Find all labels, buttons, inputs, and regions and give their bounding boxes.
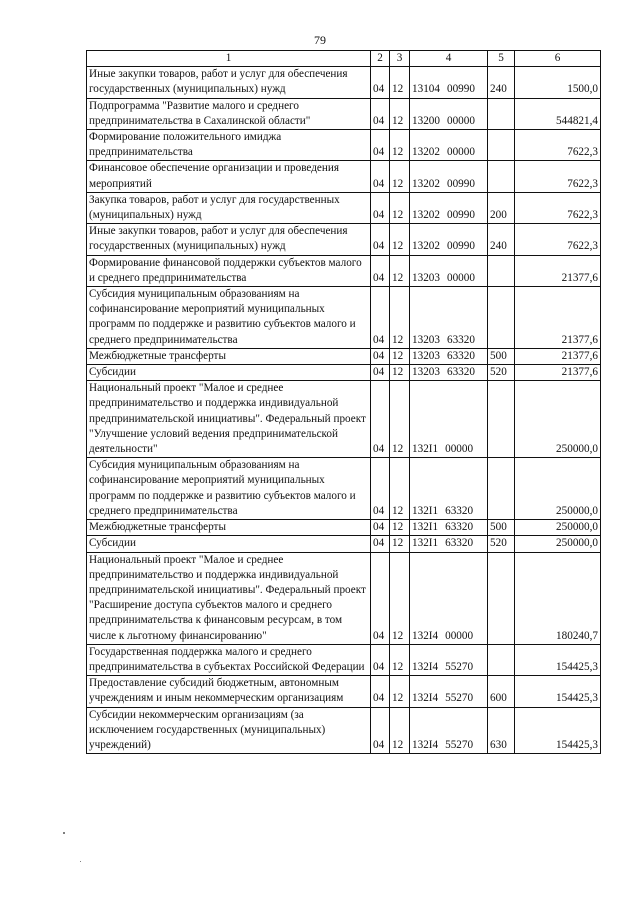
table-body: [87, 67, 601, 754]
row-amount: 21377,6: [515, 348, 601, 364]
row-code-4: [410, 130, 488, 161]
row-code-4a: 132I4: [412, 738, 439, 751]
table-row: [87, 67, 601, 98]
row-code-2: 04: [371, 520, 390, 536]
row-amount: 544821,4: [515, 98, 601, 129]
row-code-4a: 132I4: [412, 692, 439, 705]
table-row: [87, 192, 601, 223]
header-cell: 6: [515, 51, 601, 67]
row-amount: 250000,0: [515, 520, 601, 536]
row-code-2: 04: [371, 365, 390, 381]
row-code-3: 12: [390, 224, 410, 255]
row-code-2: 04: [371, 644, 390, 675]
row-code-4: [410, 365, 488, 381]
row-code-4a: 132I4: [412, 660, 439, 673]
row-amount: 7622,3: [515, 192, 601, 223]
row-amount: 21377,6: [515, 287, 601, 349]
row-amount: 21377,6: [515, 365, 601, 381]
row-code-5: [488, 287, 515, 349]
row-code-4: [410, 552, 488, 644]
row-name: Межбюджетные трансферты: [87, 348, 371, 364]
row-name: Субсидия муниципальным образованиям на софинансирование мероприятий муниципальных программ по поддержке и развитию субъектов малого и среднего предпринимательства: [87, 458, 371, 520]
row-amount: 250000,0: [515, 536, 601, 552]
row-code-4a: 132I1: [412, 521, 439, 534]
row-code-4a: 13202: [412, 209, 440, 222]
row-code-5: [488, 98, 515, 129]
page-number: 79: [314, 33, 326, 47]
row-code-4b: 63320: [446, 366, 475, 379]
table-row: [87, 224, 601, 255]
scan-dot: [80, 861, 81, 862]
row-code-5: [488, 130, 515, 161]
row-code-4: [410, 192, 488, 223]
row-code-4a: 13104: [412, 83, 440, 96]
row-code-3: 12: [390, 707, 410, 754]
row-code-3: 12: [390, 348, 410, 364]
row-code-3: 12: [390, 98, 410, 129]
row-code-3: 12: [390, 67, 410, 98]
row-code-4: [410, 161, 488, 192]
row-code-4a: 132I1: [412, 537, 439, 550]
row-code-4b: 55270: [445, 738, 474, 751]
row-code-4a: 13203: [412, 366, 440, 379]
row-code-4: [410, 255, 488, 286]
table-row: [87, 381, 601, 458]
row-code-4a: 13202: [412, 146, 440, 159]
table-row: [87, 161, 601, 192]
row-code-4a: 13203: [412, 349, 440, 362]
row-code-3: 12: [390, 192, 410, 223]
table-row: [87, 536, 601, 552]
row-code-5: 520: [488, 365, 515, 381]
row-code-5: 630: [488, 707, 515, 754]
row-code-4b: 00000: [446, 271, 475, 284]
row-amount: 7622,3: [515, 130, 601, 161]
row-code-4: [410, 287, 488, 349]
row-name: Межбюджетные трансферты: [87, 520, 371, 536]
table-row: [87, 255, 601, 286]
row-code-2: 04: [371, 255, 390, 286]
row-code-2: 04: [371, 161, 390, 192]
row-code-4a: 132I1: [412, 504, 439, 517]
table-row: [87, 365, 601, 381]
row-code-4: [410, 644, 488, 675]
row-code-4: [410, 381, 488, 458]
row-code-2: 04: [371, 458, 390, 520]
row-name: Национальный проект "Малое и среднее предпринимательство и поддержка индивидуальной предпринимательской инициативы". Федеральный проект "Улучшение условий ведения предпринимательской деятельности": [87, 381, 371, 458]
row-code-5: [488, 255, 515, 286]
row-name: Формирование положительного имиджа предпринимательства: [87, 130, 371, 161]
row-code-4a: 13203: [412, 271, 440, 284]
header-cell: 5: [488, 51, 515, 67]
row-name: Предоставление субсидий бюджетным, автономным учреждениям и иным некоммерческим организациям: [87, 676, 371, 707]
header-cell: 1: [87, 51, 371, 67]
row-amount: 154425,3: [515, 707, 601, 754]
row-code-5: 200: [488, 192, 515, 223]
row-code-3: 12: [390, 130, 410, 161]
row-code-2: 04: [371, 552, 390, 644]
table-row: [87, 130, 601, 161]
row-code-5: [488, 552, 515, 644]
row-code-5: [488, 458, 515, 520]
row-code-2: 04: [371, 224, 390, 255]
row-name: Формирование финансовой поддержки субъектов малого и среднего предпринимательства: [87, 255, 371, 286]
header-cell: 3: [390, 51, 410, 67]
row-name: Закупка товаров, работ и услуг для государственных (муниципальных) нужд: [87, 192, 371, 223]
row-code-5: 240: [488, 67, 515, 98]
row-code-4a: 13202: [412, 240, 440, 253]
row-code-2: 04: [371, 98, 390, 129]
table-row: [87, 676, 601, 707]
row-code-5: [488, 381, 515, 458]
row-amount: 180240,7: [515, 552, 601, 644]
row-code-3: 12: [390, 536, 410, 552]
row-code-4: [410, 707, 488, 754]
row-code-3: 12: [390, 520, 410, 536]
row-amount: 7622,3: [515, 161, 601, 192]
table-row: [87, 287, 601, 349]
row-name: Национальный проект "Малое и среднее предпринимательство и поддержка индивидуальной предпринимательской инициативы". Федеральный проект "Расширение доступа субъектов малого и среднего предпринимательства к финансовым ресурсам, в том числе к льготному финансированию": [87, 552, 371, 644]
row-code-4a: 13202: [412, 177, 440, 190]
row-name: Государственная поддержка малого и среднего предпринимательства в субъектах Российской Федерации: [87, 644, 371, 675]
row-code-3: 12: [390, 365, 410, 381]
row-code-4b: 63320: [445, 537, 474, 550]
row-code-4a: 132I4: [412, 629, 439, 642]
table-row: [87, 707, 601, 754]
row-code-2: 04: [371, 67, 390, 98]
row-code-4: [410, 520, 488, 536]
scan-dot: [63, 832, 65, 834]
row-code-4b: 55270: [445, 692, 474, 705]
row-name: Субсидии: [87, 365, 371, 381]
row-name: Финансовое обеспечение организации и проведения мероприятий: [87, 161, 371, 192]
row-code-3: 12: [390, 161, 410, 192]
header-cell: 2: [371, 51, 390, 67]
row-code-5: 520: [488, 536, 515, 552]
row-amount: 154425,3: [515, 676, 601, 707]
header-row: [87, 51, 601, 67]
row-code-2: 04: [371, 536, 390, 552]
row-code-5: 240: [488, 224, 515, 255]
table-row: [87, 644, 601, 675]
header-cell: 4: [410, 51, 488, 67]
budget-table: [86, 50, 601, 754]
row-amount: 154425,3: [515, 644, 601, 675]
row-name: Иные закупки товаров, работ и услуг для обеспечения государственных (муниципальных) нужд: [87, 224, 371, 255]
row-amount: 1500,0: [515, 67, 601, 98]
row-code-4a: 13200: [412, 114, 440, 127]
row-code-3: 12: [390, 255, 410, 286]
row-amount: 7622,3: [515, 224, 601, 255]
row-name: Подпрограмма "Развитие малого и среднего предпринимательства в Сахалинской области": [87, 98, 371, 129]
row-code-3: 12: [390, 552, 410, 644]
row-name: Иные закупки товаров, работ и услуг для обеспечения государственных (муниципальных) нужд: [87, 67, 371, 98]
row-code-4b: 00000: [446, 146, 475, 159]
row-code-5: 500: [488, 348, 515, 364]
row-code-5: 500: [488, 520, 515, 536]
row-name: Субсидии некоммерческим организациям (за исключением государственных (муниципальных) учреждений): [87, 707, 371, 754]
row-name: Субсидии: [87, 536, 371, 552]
row-code-4: [410, 458, 488, 520]
row-code-2: 04: [371, 348, 390, 364]
row-code-4b: 00000: [445, 443, 474, 456]
table-row: [87, 520, 601, 536]
table-row: [87, 348, 601, 364]
row-code-4b: 63320: [446, 333, 475, 346]
row-code-4: [410, 676, 488, 707]
row-code-3: 12: [390, 676, 410, 707]
table-row: [87, 458, 601, 520]
row-code-3: 12: [390, 458, 410, 520]
row-code-4b: 63320: [445, 504, 474, 517]
row-amount: 21377,6: [515, 255, 601, 286]
row-code-5: [488, 644, 515, 675]
row-code-4: [410, 348, 488, 364]
row-code-2: 04: [371, 287, 390, 349]
row-code-4b: 00990: [446, 177, 475, 190]
row-name: Субсидия муниципальным образованиям на софинансирование мероприятий муниципальных программ по поддержке и развитию субъектов малого и среднего предпринимательства: [87, 287, 371, 349]
row-code-4b: 00990: [446, 209, 475, 222]
row-code-2: 04: [371, 192, 390, 223]
row-code-4: [410, 98, 488, 129]
row-code-4b: 63320: [446, 349, 475, 362]
row-code-4: [410, 67, 488, 98]
row-code-4a: 13203: [412, 333, 440, 346]
row-code-4: [410, 536, 488, 552]
row-code-4b: 63320: [445, 521, 474, 534]
row-code-3: 12: [390, 287, 410, 349]
row-code-3: 12: [390, 644, 410, 675]
row-code-4: [410, 224, 488, 255]
row-amount: 250000,0: [515, 458, 601, 520]
table-row: [87, 552, 601, 644]
row-code-4a: 132I1: [412, 443, 439, 456]
table-row: [87, 98, 601, 129]
row-code-2: 04: [371, 707, 390, 754]
row-code-2: 04: [371, 381, 390, 458]
row-code-2: 04: [371, 676, 390, 707]
row-code-5: 600: [488, 676, 515, 707]
row-code-3: 12: [390, 381, 410, 458]
row-code-2: 04: [371, 130, 390, 161]
row-code-4b: 00000: [446, 114, 475, 127]
row-code-5: [488, 161, 515, 192]
row-code-4b: 00990: [446, 240, 475, 253]
row-code-4b: 55270: [445, 660, 474, 673]
row-amount: 250000,0: [515, 381, 601, 458]
row-code-4b: 00000: [445, 629, 474, 642]
row-code-4b: 00990: [446, 83, 475, 96]
